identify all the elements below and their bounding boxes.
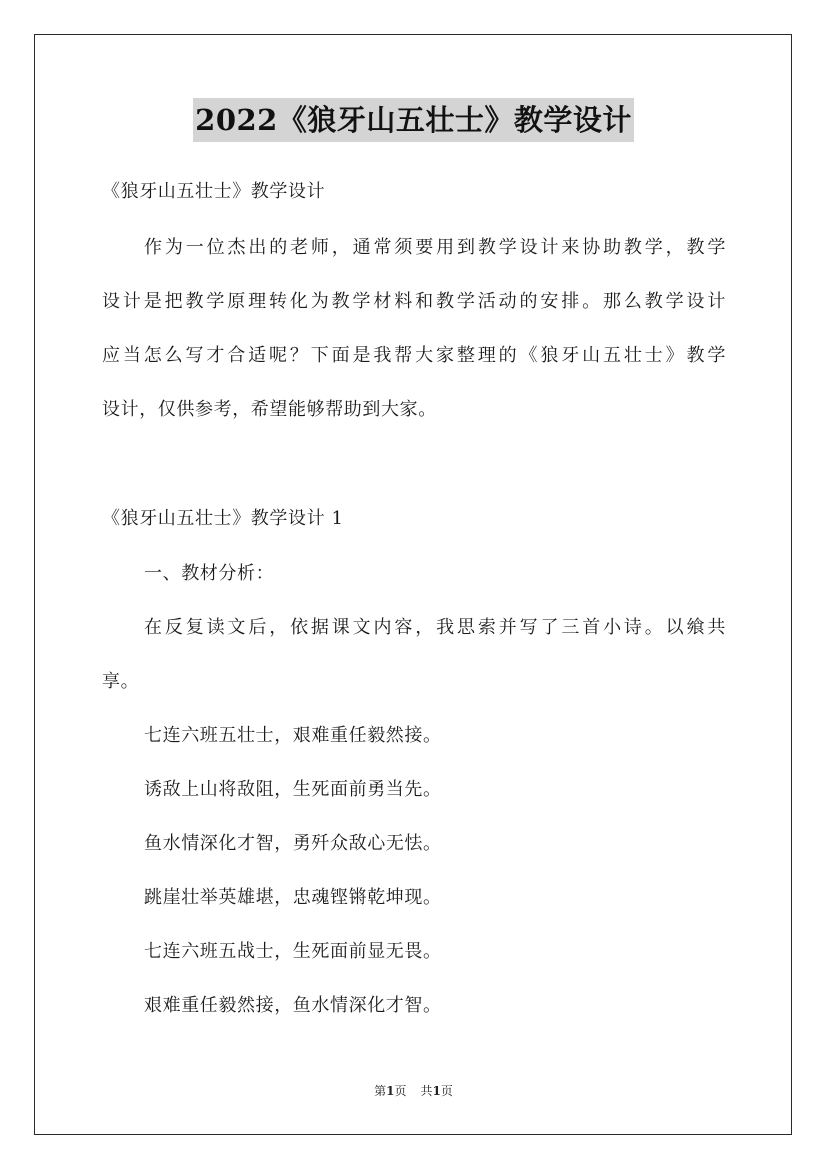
footer-page-prefix: 第: [374, 1084, 387, 1098]
intro-line-4: 设计，仅供参考，希望能够帮助到大家。: [102, 399, 437, 420]
footer-total-suffix: 页: [440, 1084, 453, 1098]
document-title: 2022《狼牙山五壮士》教学设计: [193, 98, 634, 142]
poem-line-1: 七连六班五壮士，艰难重任毅然接。: [144, 725, 442, 746]
footer-page-number: 1: [386, 1084, 395, 1098]
poem-line-5: 七连六班五战士，生死面前显无畏。: [144, 941, 442, 962]
poem-line-3: 鱼水情深化才智，勇歼众敌心无怯。: [144, 833, 442, 854]
footer-total-number: 1: [432, 1084, 441, 1098]
poem-line-2: 诱敌上山将敌阻，生死面前勇当先。: [144, 779, 442, 800]
analysis-line-1: 在反复读文后，依据课文内容，我思索并写了三首小诗。以飨共: [144, 617, 726, 638]
document-subtitle: 《狼牙山五壮士》教学设计: [102, 181, 326, 202]
intro-line-3: 应当怎么写才合适呢？下面是我帮大家整理的《狼牙山五壮士》教学: [102, 345, 726, 366]
section-heading: 《狼牙山五壮士》教学设计 1: [102, 508, 344, 529]
page-footer: [0, 1083, 827, 1099]
footer-page-suffix: 页: [394, 1084, 407, 1098]
title-container: [0, 98, 827, 142]
analysis-heading: 一、教材分析：: [144, 563, 275, 584]
footer-total-prefix: 共: [420, 1084, 433, 1098]
analysis-line-2: 享。: [102, 671, 140, 692]
poem-line-6: 艰难重任毅然接，鱼水情深化才智。: [144, 995, 442, 1016]
poem-line-4: 跳崖壮举英雄堪，忠魂铿锵乾坤现。: [144, 887, 442, 908]
intro-line-2: 设计是把教学原理转化为教学材料和教学活动的安排。那么教学设计: [102, 291, 726, 312]
intro-line-1: 作为一位杰出的老师，通常须要用到教学设计来协助教学，教学: [144, 237, 726, 258]
